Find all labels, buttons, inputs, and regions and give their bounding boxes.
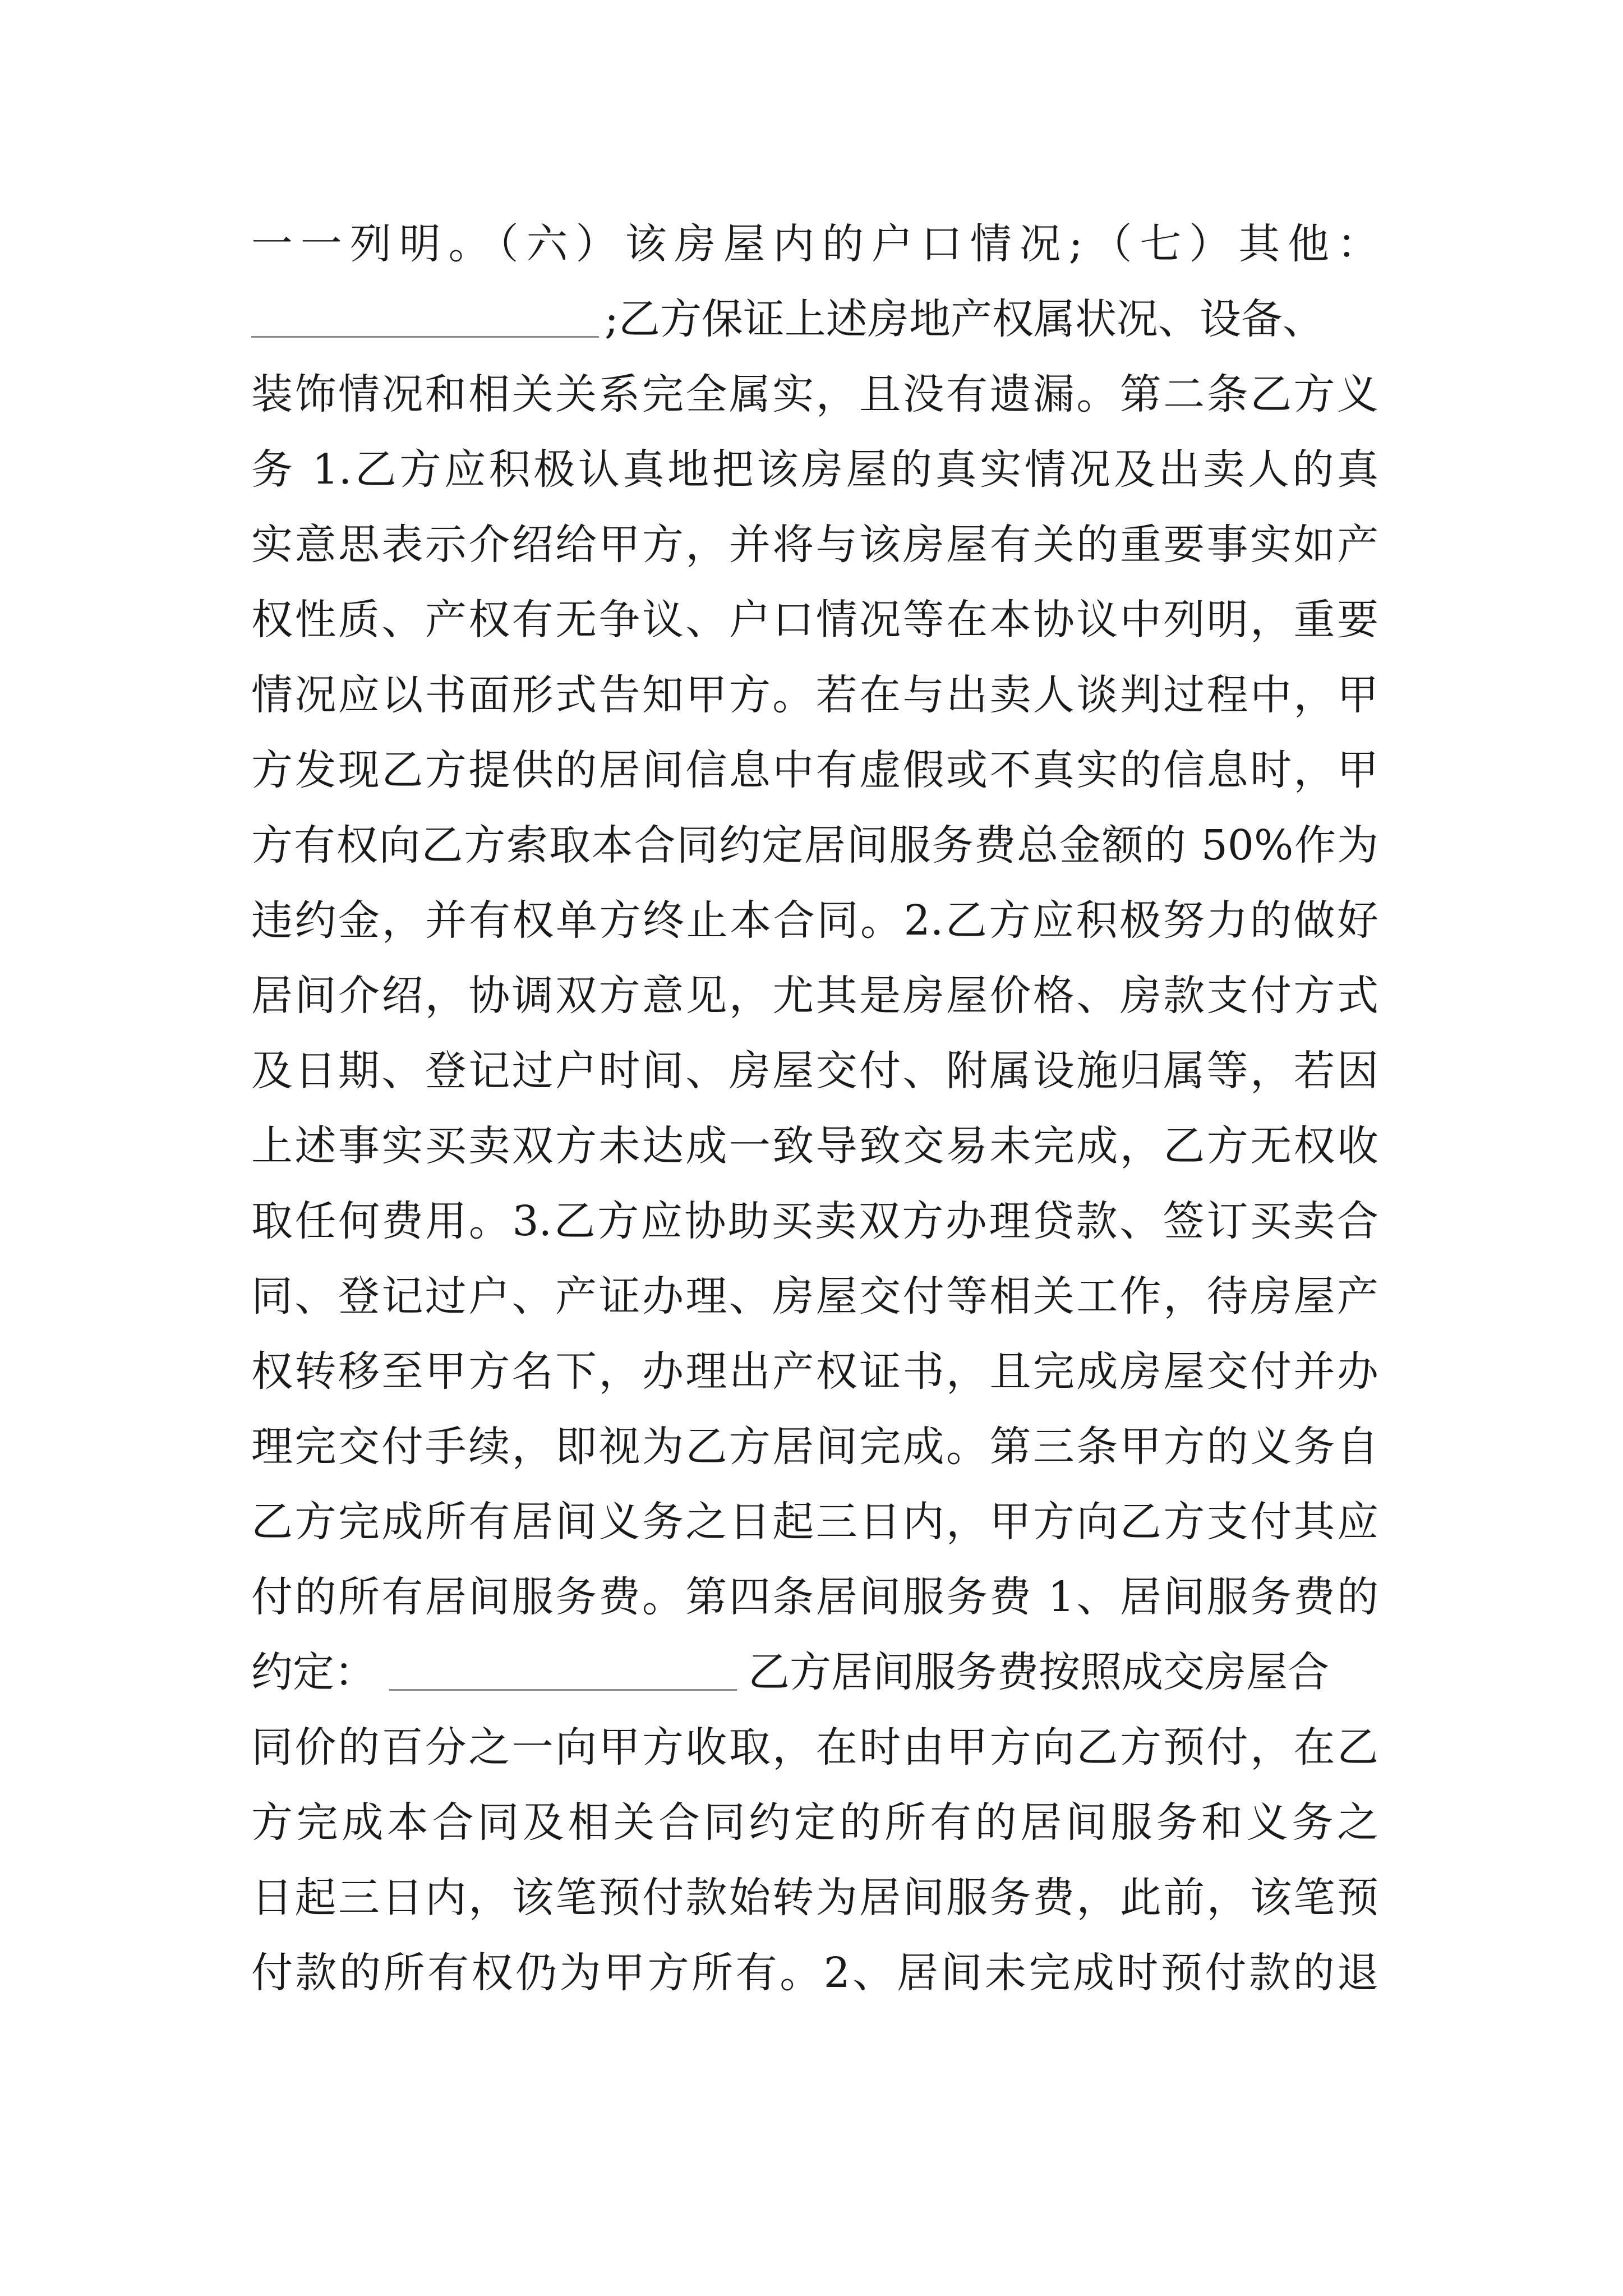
text-line-3	[251, 357, 1378, 432]
line-text: 付的所有居间服务费。第四条居间服务费 1、居间服务费的	[251, 1573, 1378, 1621]
text-line-12	[251, 1033, 1378, 1108]
line-text: 约定：	[251, 1648, 376, 1696]
text-line-1	[251, 206, 1378, 282]
text-line-2	[251, 282, 1378, 357]
fill-in-blank-other[interactable]	[251, 295, 599, 338]
text-line-23	[251, 1860, 1378, 1935]
line-text: 乙方居间服务费按照成交房屋合	[748, 1648, 1329, 1696]
line-text: 取任何费用。3.乙方应协助买卖双方办理贷款、签订买卖合	[251, 1197, 1378, 1245]
text-line-14	[251, 1184, 1378, 1259]
line-text: 乙方完成所有居间义务之日起三日内，甲方向乙方支付其应	[251, 1498, 1378, 1546]
text-line-17	[251, 1409, 1378, 1484]
text-line-16	[251, 1334, 1378, 1409]
line-text: 一一列明。（六）该房屋内的户口情况;（七）其他：	[251, 220, 1378, 268]
text-line-10	[251, 883, 1378, 958]
text-line-7	[251, 657, 1378, 733]
line-text: 情况应以书面形式告知甲方。若在与出卖人谈判过程中，甲	[251, 671, 1378, 719]
line-text: 违约金，并有权单方终止本合同。2.乙方应积极努力的做好	[251, 896, 1378, 945]
text-line-13	[251, 1108, 1378, 1184]
text-line-19	[251, 1559, 1378, 1635]
text-line-18	[251, 1484, 1378, 1559]
line-text: 同价的百分之一向甲方收取，在时由甲方向乙方预付，在乙	[251, 1723, 1378, 1772]
line-text: 务 1.乙方应积极认真地把该房屋的真实情况及出卖人的真	[251, 445, 1378, 494]
line-text: 日起三日内，该笔预付款始转为居间服务费，此前，该笔预	[251, 1874, 1378, 1922]
line-text: 权性质、产权有无争议、户口情况等在本协议中列明，重要	[251, 596, 1378, 644]
line-text: 上述事实买卖双方未达成一致导致交易未完成，乙方无权收	[251, 1122, 1378, 1170]
text-line-24	[251, 1935, 1378, 2010]
text-line-11	[251, 958, 1378, 1033]
text-line-5	[251, 507, 1378, 582]
text-line-21	[251, 1710, 1378, 1785]
line-text: 付款的所有权仍为甲方所有。2、居间未完成时预付款的退	[251, 1949, 1378, 1997]
line-text: 方发现乙方提供的居间信息中有虚假或不真实的信息时，甲	[251, 746, 1378, 794]
line-text: 同、登记过户、产证办理、房屋交付等相关工作，待房屋产	[251, 1272, 1378, 1320]
line-text: 方完成本合同及相关合同约定的所有的居间服务和义务之	[251, 1798, 1378, 1847]
line-text: 方有权向乙方索取本合同约定居间服务费总金额的 50%作为	[251, 821, 1378, 869]
line-text: 及日期、登记过户时间、房屋交付、附属设施归属等，若因	[251, 1047, 1378, 1095]
text-line-8	[251, 733, 1378, 808]
text-line-20	[251, 1635, 1378, 1710]
line-text: 装饰情况和相关关系完全属实，且没有遗漏。第二条乙方义	[251, 370, 1378, 418]
text-line-9	[251, 808, 1378, 883]
line-text: 权转移至甲方名下，办理出产权证书，且完成房屋交付并办	[251, 1347, 1378, 1396]
line-text: 居间介绍，协调双方意见，尤其是房屋价格、房款支付方式	[251, 972, 1378, 1020]
fill-in-blank-fee-agreement[interactable]	[389, 1648, 737, 1691]
line-text: 理完交付手续，即视为乙方居间完成。第三条甲方的义务自	[251, 1423, 1378, 1471]
contract-body-text	[251, 206, 1378, 2010]
text-line-4	[251, 432, 1378, 507]
line-text: 实意思表示介绍给甲方，并将与该房屋有关的重要事实如产	[251, 521, 1378, 569]
line-text: ;乙方保证上述房地产权属状况、设备、	[605, 295, 1324, 343]
text-line-15	[251, 1259, 1378, 1334]
text-line-6	[251, 582, 1378, 657]
text-line-22	[251, 1785, 1378, 1860]
